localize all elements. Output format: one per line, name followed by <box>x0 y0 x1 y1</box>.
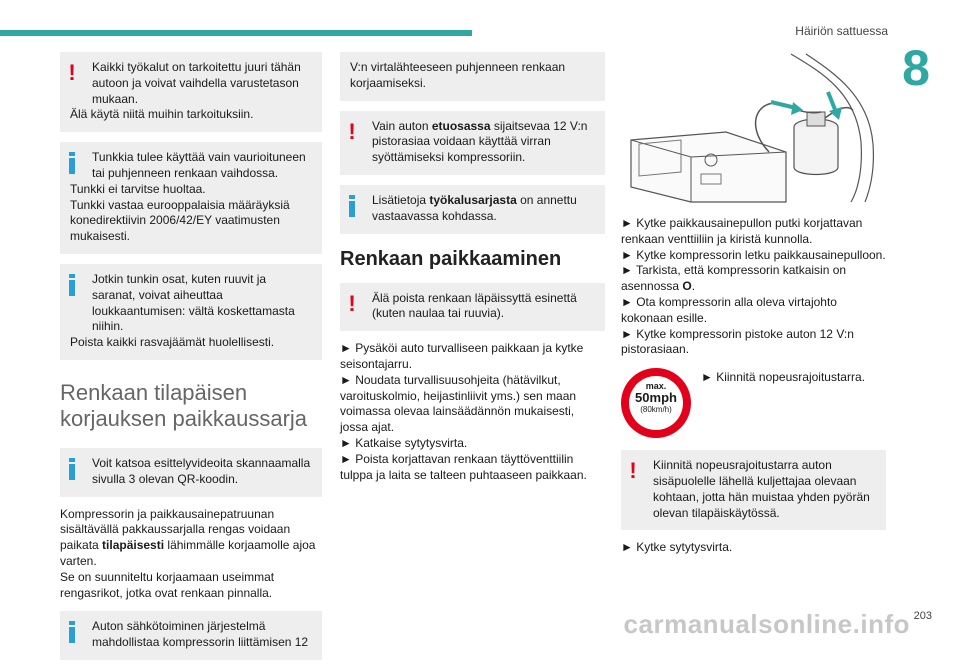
sticker-kmh-value: (80km/h) <box>640 405 672 415</box>
step-item: ► Ota kompressorin alla oleva virtajohto kokonaan esille. <box>621 294 837 325</box>
warning-box-tools <box>60 52 322 132</box>
column-2 <box>340 52 605 493</box>
speed-limit-sticker <box>621 368 691 438</box>
text: on annettu vastaavassa kohdassa. <box>372 192 577 223</box>
text: Kompressorin ja paikkausainepatruunan sisältävällä pakkaussarjalla rengas voidaan paikata <box>60 506 291 553</box>
info-text: Tunkki ei tarvitse huoltaa. <box>70 181 206 196</box>
warning-box-sticker <box>621 450 886 530</box>
text: Se on suunniteltu korjaamaan useimmat rengasrikot, jotka ovat renkaan pinnalla. <box>60 569 275 600</box>
info-text: Auton sähkötoiminen järjestelmä mahdollistaa kompressorin liittämisen 12 <box>92 619 309 650</box>
text: lähimmälle korjaamolle ajoa varten. <box>60 538 316 568</box>
step-item: ► Kytke kompressorin letku paikkausainepulloon. <box>621 247 886 262</box>
info-box-jack-parts <box>60 264 322 360</box>
warning-text: Kaikki työkalut on tarkoitettu juuri tähän autoon ja voivat vaihdella varustetason mukaan. <box>92 60 301 106</box>
info-box-video <box>60 448 322 497</box>
paragraph-kit-description <box>60 507 322 602</box>
step-item: ► Pysäköi auto turvalliseen paikkaan ja kytke seisontajarru. <box>340 341 584 371</box>
speed-sticker-row <box>621 368 886 438</box>
step-item: ► Kytke sytytysvirta. <box>621 540 733 555</box>
watermark: carmanualsonline.info <box>623 609 910 639</box>
header-accent-bar <box>0 30 472 36</box>
text: Vain auton <box>372 118 432 133</box>
warning-icon: ! <box>68 60 76 85</box>
text: ► Tarkista, että kompressorin katkaisin on asennossa <box>621 263 847 294</box>
info-text: Tunkkia tulee käyttää vain vaurioituneen tai puhjenneen renkaan vaihdossa. <box>92 150 306 180</box>
emphasis: O <box>682 279 692 294</box>
chapter-number: 8 <box>902 40 930 96</box>
compressor-kit-icon <box>621 52 886 202</box>
info-box-continued <box>340 52 605 101</box>
steps-list <box>621 216 886 358</box>
sticker-step-text: ► Kiinnitä nopeusrajoitustarra. <box>701 370 865 385</box>
column-1 <box>60 52 322 670</box>
info-icon <box>346 195 358 217</box>
emphasis: tilapäisesti <box>102 538 165 553</box>
warning-icon: ! <box>348 118 356 144</box>
emphasis: etuosassa <box>431 118 491 133</box>
text: sijaitsevaa 12 V:n pistorasiaa voidaan käyttää virran syöttämiseksi kompressoriin. <box>372 118 588 165</box>
step-item: ► Poista korjattavan renkaan täyttöventtiilin tulppa ja laita se talteen puhtaaseen paikkaan. <box>340 451 587 482</box>
steps-list <box>340 341 605 483</box>
warning-text: Kiinnitä nopeusrajoitustarra auton sisäpuolelle lähellä kuljettajaa olevaan kohtaan, jotta hän muistaa yhden pyörän olevan tilapäiskäytössä. <box>653 458 870 520</box>
step-item: ► Katkaise sytytysvirta. <box>340 435 468 450</box>
warning-box-socket <box>340 111 605 175</box>
step-item: ► Kytke kompressorin pistoke auton 12 V:n pistorasiaan. <box>621 326 854 357</box>
emphasis: työkalusarjasta <box>429 192 517 207</box>
section-heading-repair-kit: Renkaan tilapäisen korjauksen paikkaussarja <box>60 379 308 431</box>
section-title: Häiriön sattuessa <box>795 24 888 38</box>
info-text: Poista kaikki rasvajäämät huolellisesti. <box>70 335 275 350</box>
info-icon <box>66 152 78 174</box>
info-box-toolkit <box>340 185 605 234</box>
warning-icon: ! <box>629 458 637 484</box>
info-icon <box>66 458 78 480</box>
compressor-illustration <box>621 52 886 202</box>
info-icon <box>66 274 78 296</box>
info-text: Tunkki vastaa eurooppalaisia määräyksiä konedirektiivin 2006/42/EY vaatimusten mukaisesti. <box>70 197 290 244</box>
text: Lisätietoja <box>372 192 430 207</box>
sticker-mph-value: 50mph <box>635 390 677 406</box>
step-item: ► Noudata turvallisuusohjeita (hätävilkut, varoituskolmio, heijastinliivit yms.) sen maan voimassa olevaa lainsäädännön mukaisesti, jossa ajat. <box>340 372 577 435</box>
sticker-max-label: max. <box>645 381 667 392</box>
section-heading-tyre-repair: Renkaan paikkaaminen <box>340 247 562 270</box>
warning-text: Älä käytä niitä muihin tarkoituksiin. <box>70 107 254 122</box>
final-step <box>621 540 886 556</box>
warning-box-object <box>340 283 605 332</box>
info-text: V:n virtalähteeseen puhjenneen renkaan korjaamiseksi. <box>350 60 566 90</box>
page-number: 203 <box>913 610 932 622</box>
info-box-jack <box>60 142 322 254</box>
column-3 <box>621 52 886 566</box>
info-text: Voit katsoa esittelyvideoita skannaamalla sivulla 3 olevan QR-koodin. <box>92 455 311 486</box>
warning-icon: ! <box>348 290 356 316</box>
info-box-electric-system <box>60 611 322 660</box>
text: . <box>691 279 696 294</box>
info-text: Jotkin tunkin osat, kuten ruuvit ja saranat, voivat aiheuttaa loukkaantumisen: vältä koskettamasta niihin. <box>92 271 295 334</box>
warning-text: Älä poista renkaan läpäissyttä esinettä (kuten naulaa tai ruuvia). <box>372 290 577 321</box>
info-icon <box>66 621 78 643</box>
step-item: ► Kytke paikkausainepullon putki korjattavan renkaan venttiiliin ja kiristä kunnolla. <box>621 216 863 246</box>
